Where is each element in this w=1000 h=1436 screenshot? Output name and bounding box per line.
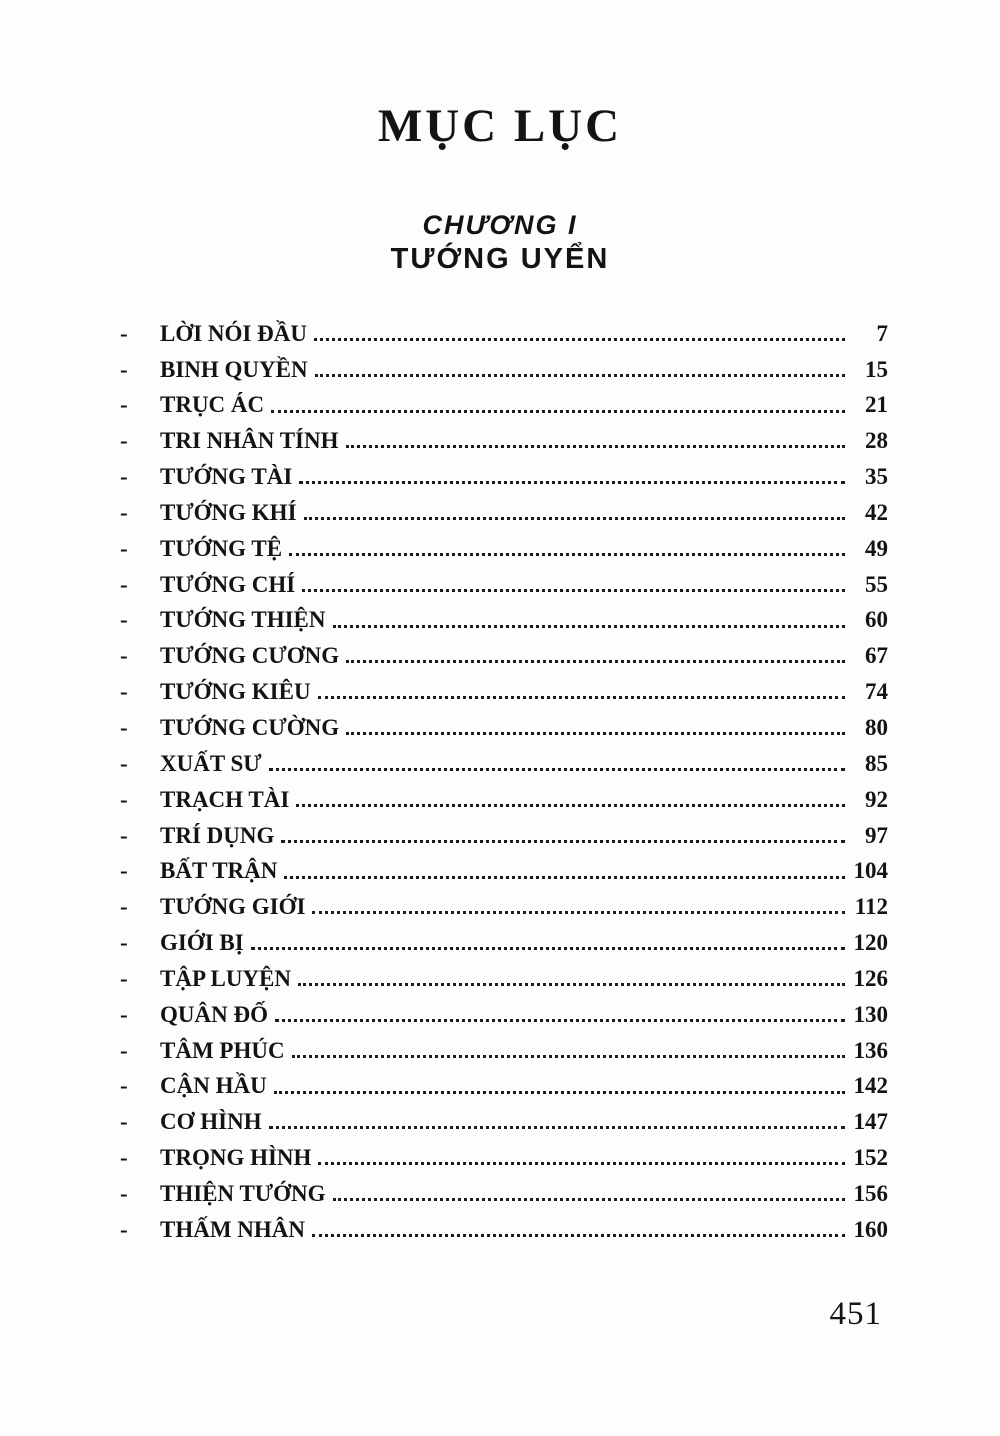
toc-entry-page: 42 [865, 499, 888, 525]
dot-leader [269, 768, 845, 771]
dot-leader [314, 338, 845, 341]
toc-bullet-dash: - [120, 822, 128, 848]
dot-leader [274, 1091, 845, 1094]
toc-row [120, 740, 888, 776]
toc-bullet-dash: - [120, 535, 128, 561]
toc-entry-page: 126 [853, 965, 888, 991]
toc-row [120, 812, 888, 848]
toc-entry-title: TÂM PHÚC [160, 1037, 285, 1063]
dot-leader [269, 1126, 845, 1129]
dot-leader [318, 1162, 844, 1165]
toc-entry-title: GIỚI BỊ [160, 930, 244, 956]
dot-leader [312, 1234, 844, 1237]
toc-bullet-dash: - [120, 1037, 128, 1063]
toc-row [120, 561, 888, 597]
toc-row [120, 1099, 888, 1135]
toc-entry-page: 152 [853, 1145, 888, 1171]
toc-row [120, 346, 888, 382]
toc-bullet-dash: - [120, 858, 128, 884]
dot-leader [296, 804, 845, 807]
toc-entry-page: 147 [853, 1109, 888, 1135]
dot-leader [289, 553, 845, 556]
toc-entry-title: TRẠCH TÀI [160, 786, 290, 812]
toc-entry-title: TRÍ DỤNG [160, 822, 275, 848]
toc-entry-title: CƠ HÌNH [160, 1109, 262, 1135]
toc-bullet-dash: - [120, 571, 128, 597]
toc-row [120, 597, 888, 633]
toc-entry-title: XUẤT SƯ [160, 750, 262, 776]
toc-entry-page: 104 [853, 858, 888, 884]
toc-bullet-dash: - [120, 356, 128, 382]
toc-entry-page: 97 [865, 822, 888, 848]
toc-bullet-dash: - [120, 714, 128, 740]
toc-row [120, 453, 888, 489]
table-of-contents [120, 310, 888, 1242]
toc-row [120, 382, 888, 418]
toc-row [120, 668, 888, 704]
dot-leader [346, 732, 845, 735]
toc-entry-title: TƯỚNG CHÍ [160, 571, 296, 597]
toc-row [120, 955, 888, 991]
toc-bullet-dash: - [120, 1145, 128, 1171]
dot-leader [315, 374, 845, 377]
toc-entry-title: TƯỚNG THIỆN [160, 607, 326, 633]
toc-entry-page: 85 [865, 750, 888, 776]
toc-bullet-dash: - [120, 679, 128, 705]
chapter-name: TƯỚNG UYỂN [390, 243, 610, 275]
toc-bullet-dash: - [120, 320, 128, 346]
dot-leader [281, 840, 845, 843]
toc-entry-page: 15 [865, 356, 888, 382]
dot-leader [299, 481, 845, 484]
toc-row [120, 1134, 888, 1170]
toc-bullet-dash: - [120, 428, 128, 454]
toc-entry-page: 35 [865, 464, 888, 490]
toc-entry-page: 156 [853, 1180, 888, 1206]
dot-leader [333, 625, 845, 628]
toc-row [120, 884, 888, 920]
toc-entry-page: 49 [865, 535, 888, 561]
toc-entry-title: TƯỚNG TÀI [160, 464, 293, 490]
toc-bullet-dash: - [120, 643, 128, 669]
toc-entry-title: THẤM NHÂN [160, 1216, 306, 1242]
toc-entry-page: 142 [853, 1073, 888, 1099]
dot-leader [284, 876, 844, 879]
toc-row [120, 848, 888, 884]
toc-bullet-dash: - [120, 750, 128, 776]
toc-row [120, 418, 888, 454]
toc-entry-title: BẤT TRẬN [160, 858, 278, 884]
toc-entry-page: 74 [865, 679, 888, 705]
dot-leader [304, 517, 845, 520]
toc-entry-page: 120 [853, 930, 888, 956]
toc-entry-page: 67 [865, 643, 888, 669]
chapter-label: CHƯƠNG I [422, 210, 578, 240]
toc-entry-title: TRỌNG HÌNH [160, 1145, 312, 1171]
toc-entry-title: TƯỚNG CƯƠNG [160, 643, 340, 669]
toc-entry-title: BINH QUYỀN [160, 356, 308, 382]
toc-bullet-dash: - [120, 464, 128, 490]
toc-row [120, 489, 888, 525]
toc-bullet-dash: - [120, 392, 128, 418]
toc-entry-page: 21 [865, 392, 888, 418]
dot-leader [298, 983, 845, 986]
toc-entry-page: 60 [865, 607, 888, 633]
toc-entry-title: THIỆN TƯỚNG [160, 1180, 326, 1206]
toc-entry-title: TƯỚNG GIỚI [160, 894, 306, 920]
dot-leader [302, 589, 845, 592]
toc-bullet-dash: - [120, 607, 128, 633]
toc-entry-page: 80 [865, 714, 888, 740]
toc-entry-title: TẬP LUYỆN [160, 965, 291, 991]
page-title: MỤC LỤC [377, 100, 623, 152]
dot-leader [275, 1019, 845, 1022]
toc-entry-page: 55 [865, 571, 888, 597]
dot-leader [318, 696, 845, 699]
toc-entry-title: TƯỚNG TỆ [160, 535, 283, 561]
dot-leader [312, 911, 845, 914]
dot-leader [251, 947, 845, 950]
toc-entry-page: 28 [865, 428, 888, 454]
chapter-heading [0, 212, 1000, 274]
footer-page-number: 451 [829, 1296, 882, 1332]
toc-entry-title: TRI NHÂN TÍNH [160, 428, 339, 454]
toc-bullet-dash: - [120, 1109, 128, 1135]
toc-entry-page: 112 [854, 894, 888, 920]
toc-bullet-dash: - [120, 1180, 128, 1206]
toc-entry-page: 160 [853, 1216, 888, 1242]
toc-bullet-dash: - [120, 965, 128, 991]
toc-entry-page: 7 [876, 320, 888, 346]
toc-entry-title: TƯỚNG CƯỜNG [160, 714, 340, 740]
toc-row [120, 1170, 888, 1206]
toc-row [120, 633, 888, 669]
dot-leader [292, 1055, 845, 1058]
dot-leader [271, 410, 845, 413]
toc-entry-title: TRỤC ÁC [160, 392, 265, 418]
dot-leader [333, 1198, 845, 1201]
toc-entry-page: 130 [853, 1001, 888, 1027]
toc-bullet-dash: - [120, 894, 128, 920]
toc-row [120, 991, 888, 1027]
dot-leader [346, 445, 846, 448]
toc-entry-title: TƯỚNG KHÍ [160, 499, 297, 525]
toc-row [120, 1206, 888, 1242]
toc-bullet-dash: - [120, 1216, 128, 1242]
toc-bullet-dash: - [120, 1073, 128, 1099]
toc-bullet-dash: - [120, 930, 128, 956]
toc-entry-page: 136 [853, 1037, 888, 1063]
toc-row [120, 310, 888, 346]
toc-entry-title: LỜI NÓI ĐẦU [160, 320, 307, 346]
toc-row [120, 704, 888, 740]
toc-row [120, 1063, 888, 1099]
toc-bullet-dash: - [120, 1001, 128, 1027]
toc-row [120, 1027, 888, 1063]
toc-entry-title: TƯỚNG KIÊU [160, 679, 311, 705]
toc-entry-page: 92 [865, 786, 888, 812]
toc-bullet-dash: - [120, 499, 128, 525]
dot-leader [346, 660, 845, 663]
toc-entry-title: CẬN HẦU [160, 1073, 267, 1099]
toc-row [120, 919, 888, 955]
toc-row [120, 776, 888, 812]
toc-entry-title: QUÂN ĐỐ [160, 1001, 268, 1027]
toc-row [120, 525, 888, 561]
toc-bullet-dash: - [120, 786, 128, 812]
